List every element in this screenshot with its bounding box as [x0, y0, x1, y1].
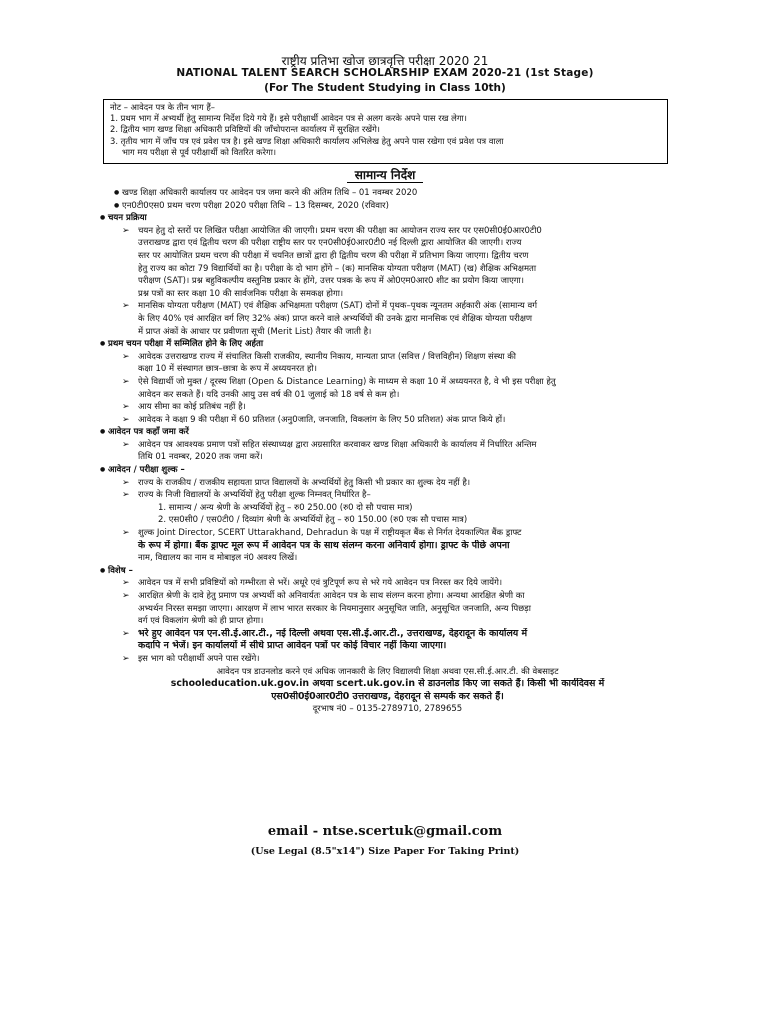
- eligibility-text: ➢ आय सीमा का कोई प्रतिबंध नहीं है।: [100, 401, 675, 414]
- note-line: 1. प्रथम भाग में अभ्यर्थी हेतु सामान्य निर्देश दिये गये हैं। इसे परीक्षार्थी आवेदन पत्र से अलग करके अपने पास रख लेगा।: [110, 113, 467, 124]
- special-warning: कदापि न भेजें। इन कार्यालयों में सीधे प्राप्त आवेदन पत्रों पर कोई विचार नहीं किया जाएगा।: [138, 640, 447, 652]
- special-text: वर्ग एवं विकलांग श्रेणी को ही प्राप्त होगा।: [138, 616, 264, 627]
- fee-text: ➢ राज्य के राजकीय / राजकीय सहायता प्राप्त विद्यालयों के अभ्यर्थियों हेतु किसी भी प्रकार का शुल्क देय नहीं है।: [100, 477, 675, 490]
- submission-text: तिथि 01 नवम्बर, 2020 तक जमा करें।: [138, 452, 263, 463]
- selection-text: परीक्षण (SAT)। प्रश्न बहुविकल्पीय वस्तुनिष्ठ प्रकार के होंगे, उत्तर पत्रक के रूप में ओ0एम0आर0 शीट का प्रयोग किया जाएगा।: [138, 276, 524, 287]
- contact-email: email - ntse.scertuk@gmail.com: [267, 824, 503, 839]
- merit-text: के लिए 40% एवं आरक्षित वर्ग लिए 32% अंक) प्राप्त करने वाले अभ्यर्थियों की उनके द्वारा मानसिक एवं शैक्षिक योग्यता परीक्षण: [138, 313, 533, 324]
- special-warning: ➢ भरे हुए आवेदन पत्र एन.सी.ई.आर.टी., नई दिल्ली अथवा एस.सी.ई.आर.टी., उत्तराखण्ड, देहरादून के कार्यालय में: [100, 628, 675, 641]
- note-box: [103, 99, 668, 164]
- fee-text: ➢ राज्य के निजी विद्यालयों के अभ्यर्थियों हेतु परीक्षा शुल्क निम्नवत् निर्धारित है–: [100, 489, 675, 502]
- subtitle: (For The Student Studying in Class 10th): [264, 82, 506, 94]
- print-note: (Use Legal (8.5"x14") Size Paper For Taking Print): [250, 846, 520, 857]
- download-info: आवेदन पत्र डाउनलोड करने एवं अधिक जानकारी के लिए विद्यालयी शिक्षा अथवा एस.सी.ई.आर.टी. की वेबसाइट: [216, 666, 559, 677]
- english-title: NATIONAL TALENT SEARCH SCHOLARSHIP EXAM 2020-21 (1st Stage): [176, 67, 594, 79]
- eligibility-heading: ● प्रथम चयन परीक्षा में सम्मिलित होने के लिए अर्हता: [100, 338, 675, 351]
- eligibility-text: ➢ आवेदक ने कक्षा 9 की परीक्षा में 60 प्रतिशत (अनु0जाति, जनजाति, विकलांग के लिए 50 प्रतिशत) अंक प्राप्त किये हों।: [100, 414, 675, 427]
- note-line: 3. तृतीय भाग में जाँच पत्र एवं प्रवेश पत्र है। इसे खण्ड शिक्षा अधिकारी कार्यालय अभिलेख हेतु अपने पास रखेगा एवं प्रवेश पत्र वाला: [110, 135, 504, 146]
- instructions-body: [100, 187, 675, 716]
- fee-general: 1. सामान्य / अन्य श्रेणी के अभ्यर्थियों हेतु – रु0 250.00 (रु0 दो सौ पचास मात्र): [158, 502, 413, 513]
- selection-text: उत्तराखण्ड द्वारा एवं द्वितीय चरण की परीक्षा राष्ट्रीय स्तर पर एन0सी0ई0आर0टी0 नई दिल्ली द्वारा आयोजित की जाएगी। राज्य: [138, 238, 522, 249]
- draft-text: ➢ शुल्क Joint Director, SCERT Uttarakhand, Dehradun के पक्ष में राष्ट्रीयकृत बैंक से निर्गत देयकाल्पित बैंक ड्राफ्ट: [100, 527, 675, 540]
- draft-text: के रूप में होगा। बैंक ड्राफ्ट मूल रूप में आवेदन पत्र के साथ संलग्न करना अनिवार्य होगा। ड्राफ्ट के पीछे अपना: [138, 539, 510, 551]
- selection-process-heading: ● चयन प्रक्रिया: [100, 212, 675, 225]
- download-info: schooleducation.uk.gov.in अथवा scert.uk.gov.in से डाउनलोड किए जा सकते हैं। किसी भी कार्यदिवस में: [170, 678, 605, 690]
- eligibility-text: ➢ ऐसे विद्यार्थी जो मुक्त / दूरस्थ शिक्षा (Open & Distance Learning) के माध्यम से कक्षा 10 में अध्ययनरत है, वे भी इस परीक्षा हेतु: [100, 376, 675, 389]
- eligibility-text: ➢ आवेदक उत्तराखण्ड राज्य में संचालित किसी राजकीय, स्थानीय निकाय, मान्यता प्राप्त (सवित्त / वित्तविहीन) शिक्षण संस्था की: [100, 351, 675, 364]
- special-heading: ● विशेष –: [100, 565, 675, 578]
- selection-text: हेतु राज्य का कोटा 79 विद्यार्थियों का है। परीक्षा के दो भाग होंगे – (क) मानसिक योग्यता परीक्षण (MAT) (ख) शैक्षिक अभिक्षमता: [138, 263, 537, 274]
- merit-text: में प्राप्त अंकों के आधार पर प्रवीणता सूची (Merit List) तैयार की जाती है।: [138, 326, 372, 337]
- deadline-item: ● खण्ड शिक्षा अधिकारी कार्यालय पर आवेदन पत्र जमा करने की अंतिम तिथि – 01 नवम्बर 2020: [100, 187, 675, 200]
- merit-text: ➢ मानसिक योग्यता परीक्षण (MAT) एवं शैक्षिक अभिक्षमता परीक्षण (SAT) दोनों में पृथक–पृथक न्यूनतम अर्हकारी अंक (सामान्य वर्ग: [100, 300, 675, 313]
- fee-heading: ● आवेदन / परीक्षा शुल्क –: [100, 464, 675, 477]
- fee-reserved: 2. एस0सी0 / एस0टी0 / दिव्यांग श्रेणी के अभ्यर्थियों हेतु – रु0 150.00 (रु0 एक सौ पचास मात्र): [158, 515, 468, 526]
- special-text: अभ्यर्थन निरस्त समझा जाएगा। आरक्षण में लाभ भारत सरकार के नियमानुसार अनुसूचित जाति, अनुसूचित जनजाति, अन्य पिछड़ा: [138, 603, 531, 614]
- note-heading: नोट – आवेदन पत्र के तीन भाग हैं–: [110, 102, 215, 112]
- eligibility-text: कक्षा 10 में संस्थागत छात्र–छात्रा के रूप में अध्ययनरत हो।: [138, 364, 317, 375]
- selection-text: प्रश्न पत्रों का स्तर कक्षा 10 की सार्वजनिक परीक्षा के समकक्ष होगा।: [138, 288, 344, 299]
- draft-text: नाम, विद्यालय का नाम व मोबाइल नं0 अवश्य लिखें।: [138, 553, 298, 564]
- selection-text: स्तर पर आयोजित प्रथम चरण की परीक्षा में चयनित छात्रों द्वारा ही द्वितीय चरण की परीक्षा में प्रतिभाग किया जाएगा। द्वितीय चरण: [138, 250, 529, 261]
- special-text: ➢ आवेदन पत्र में सभी प्रविष्टियों को गम्भीरता से भरें। अधूरे एवं त्रुटिपूर्ण रूप से भरे गये आवेदन पत्र निरस्त कर दिये जायेंगे।: [100, 577, 675, 590]
- hindi-title: राष्ट्रीय प्रतिभा खोज छात्रवृत्ति परीक्षा 2020 21: [281, 54, 489, 68]
- download-info: एस0सी0ई0आर0टी0 उत्तराखण्ड, देहरादून से सम्पर्क कर सकते हैं।: [271, 690, 504, 702]
- submission-text: ➢ आवेदन पत्र आवश्यक प्रमाण पत्रों सहित संस्थाध्यक्ष द्वारा अग्रसारित करवाकर खण्ड शिक्षा अधिकारी के कार्यालय में निर्धारित अन्तिम: [100, 439, 675, 452]
- submission-heading: ● आवेदन पत्र कहाँ जमा करें: [100, 426, 675, 439]
- selection-text: ➢ चयन हेतु दो स्तरों पर लिखित परीक्षा आयोजित की जाएगी। प्रथम चरण की परीक्षा का आयोजन राज्य स्तर पर एस0सी0ई0आर0टी0: [100, 225, 675, 238]
- special-text: ➢ इस भाग को परीक्षार्थी अपने पास रखेंगे।: [100, 653, 675, 666]
- special-text: ➢ आरक्षित श्रेणी के दावे हेतु प्रमाण पत्र अभ्यर्थी को अनिवार्यतः आवेदन पत्र के साथ संलग्न करना होगा। अन्यथा आरक्षित श्रेणी का: [100, 590, 675, 603]
- note-line: 2. द्वितीय भाग खण्ड शिक्षा अधिकारी प्रविष्टियों की जाँचोपरान्त कार्यालय में सुरक्षित रखेंगे।: [110, 124, 380, 135]
- eligibility-text: आवेदन कर सकते हैं। यदि उनकी आयु उस वर्ष की 01 जुलाई को 18 वर्ष से कम हो।: [138, 389, 400, 400]
- section-title: सामान्य निर्देश: [0, 166, 770, 183]
- note-line: भाग मय परीक्षा से पूर्व परीक्षार्थी को वितरित करेगा।: [122, 146, 277, 157]
- exam-date-item: ● एन0टी0एस0 प्रथम चरण परीक्षा 2020 परीक्षा तिथि – 13 दिसम्बर, 2020 (रविवार): [100, 200, 675, 213]
- phone-numbers: दूरभाष नं0 – 0135-2789710, 2789655: [312, 704, 463, 715]
